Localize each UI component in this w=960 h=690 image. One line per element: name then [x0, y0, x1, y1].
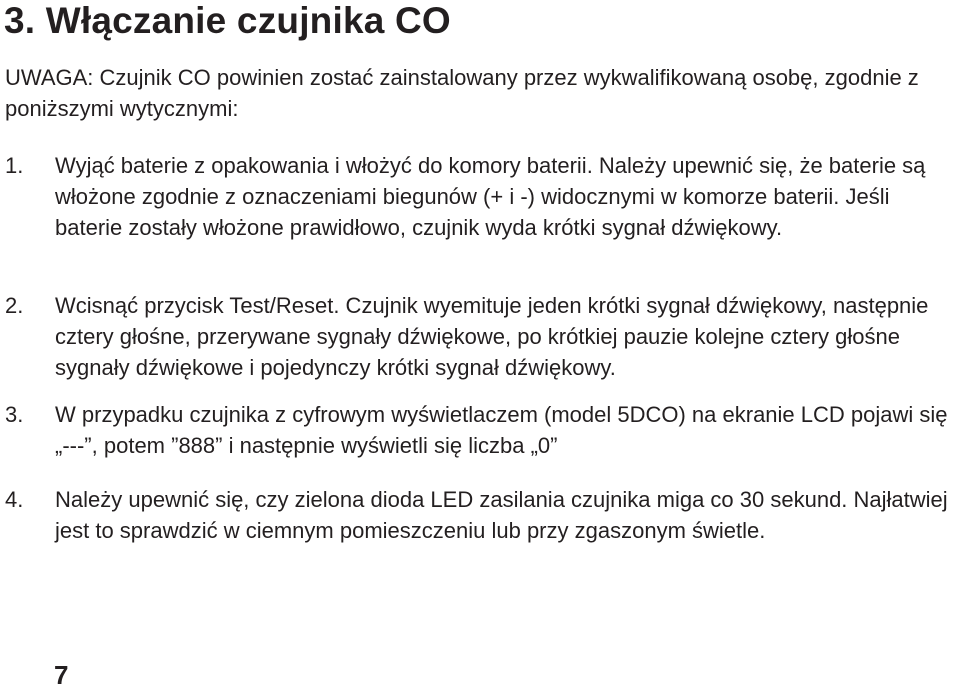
step-number: 3. [5, 402, 24, 427]
instruction-step-1 [5, 150, 955, 243]
warning-note: UWAGA: Czujnik CO powinien zostać zainstalowany przez wykwalifikowaną osobę, zgodnie z poniższymi wytycznymi: [5, 65, 919, 121]
step-text: Należy upewnić się, czy zielona dioda LED zasilania czujnika miga co 30 sekund. Najłatwiej jest to sprawdzić w ciemnym pomieszczeniu lub przy zgaszonym świetle. [55, 487, 948, 543]
section-title: 3. Włączanie czujnika CO [4, 0, 451, 41]
step-number: 4. [5, 487, 24, 512]
instruction-step-4 [5, 484, 955, 546]
step-text: Wcisnąć przycisk Test/Reset. Czujnik wyemituje jeden krótki sygnał dźwiękowy, następnie cztery głośne, przerywane sygnały dźwiękowe, po krótkiej pauzie kolejne cztery głośne sygnały dźwiękowe i pojedynczy krótki sygnał dźwiękowy. [55, 293, 929, 380]
step-number: 2. [5, 293, 24, 318]
instruction-step-3 [5, 399, 955, 461]
page-number: 7 [54, 660, 69, 690]
instruction-step-2 [5, 290, 955, 383]
step-number: 1. [5, 153, 24, 178]
step-text: Wyjąć baterie z opakowania i włożyć do komory baterii. Należy upewnić się, że baterie są włożone zgodnie z oznaczeniami biegunów (+ i -) widocznymi w komorze baterii. Jeśli baterie zostały włożone prawidłowo, czujnik wyda krótki sygnał dźwiękowy. [55, 153, 926, 240]
step-text: W przypadku czujnika z cyfrowym wyświetlaczem (model 5DCO) na ekranie LCD pojawi się „---”, potem ”888” i następnie wyświetli się liczba „0” [55, 402, 948, 458]
